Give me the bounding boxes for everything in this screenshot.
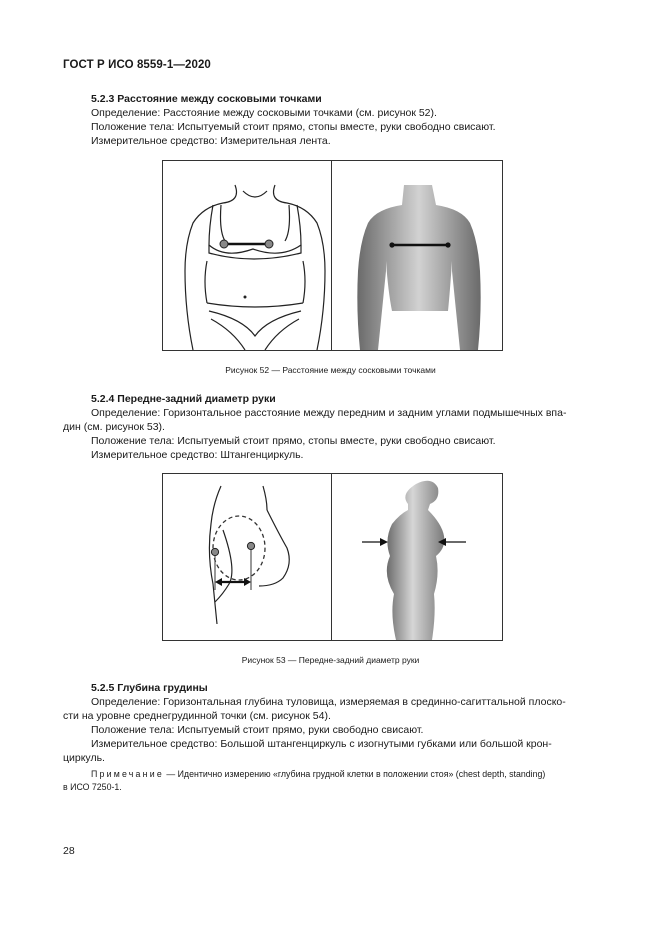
figure-52 (162, 160, 503, 351)
s524-tool: Измерительное средство: Штангенциркуль. (91, 449, 304, 461)
figure-53 (162, 473, 503, 641)
note-label: Примечание (91, 769, 164, 779)
section-5-2-5-heading: 5.2.5 Глубина грудины (91, 682, 208, 694)
s525-definition-line2: сти на уровне среднегрудинной точки (см. рисунок 54). (63, 710, 331, 722)
s524-definition-line1: Определение: Горизонтальное расстояние между передним и задним углами подмышечных впа- (91, 407, 567, 419)
s525-note-line1 (91, 768, 545, 781)
figure-53-line-drawing (163, 474, 331, 640)
s525-tool-line1: Измерительное средство: Большой штангенциркуль с изогнутыми губками или большой крон- (91, 738, 552, 750)
page-number: 28 (63, 845, 75, 857)
section-5-2-4-heading: 5.2.4 Передне-задний диаметр руки (91, 393, 276, 405)
figure-52-line-drawing (163, 161, 331, 350)
s523-definition: Определение: Расстояние между сосковыми точками (см. рисунок 52). (91, 107, 437, 119)
s525-tool-line2: циркуль. (63, 752, 105, 764)
figure-52-caption: Рисунок 52 — Расстояние между сосковыми точками (225, 365, 436, 375)
s523-position: Положение тела: Испытуемый стоит прямо, стопы вместе, руки свободно свисают. (91, 121, 496, 133)
s524-definition-line2: дин (см. рисунок 53). (63, 421, 165, 433)
s525-note-line2: в ИСО 7250-1. (63, 782, 122, 792)
document-header: ГОСТ Р ИСО 8559-1—2020 (63, 59, 211, 71)
figure-53-3d-scan (332, 474, 502, 640)
note-text: — Идентично измерению «глубина грудной клетки в положении стоя» (chest depth, standing) (163, 769, 546, 779)
section-5-2-3-heading: 5.2.3 Расстояние между сосковыми точками (91, 93, 322, 105)
s524-position: Положение тела: Испытуемый стоит прямо, стопы вместе, руки свободно свисают. (91, 435, 496, 447)
figure-53-caption: Рисунок 53 — Передне-задний диаметр руки (241, 655, 420, 665)
s523-tool: Измерительное средство: Измерительная лента. (91, 135, 331, 147)
figure-52-3d-scan (332, 161, 502, 350)
s525-position: Положение тела: Испытуемый стоит прямо, руки свободно свисают. (91, 724, 424, 736)
s525-definition-line1: Определение: Горизонтальная глубина туловища, измеряемая в срединно-сагиттальной плоско- (91, 696, 566, 708)
